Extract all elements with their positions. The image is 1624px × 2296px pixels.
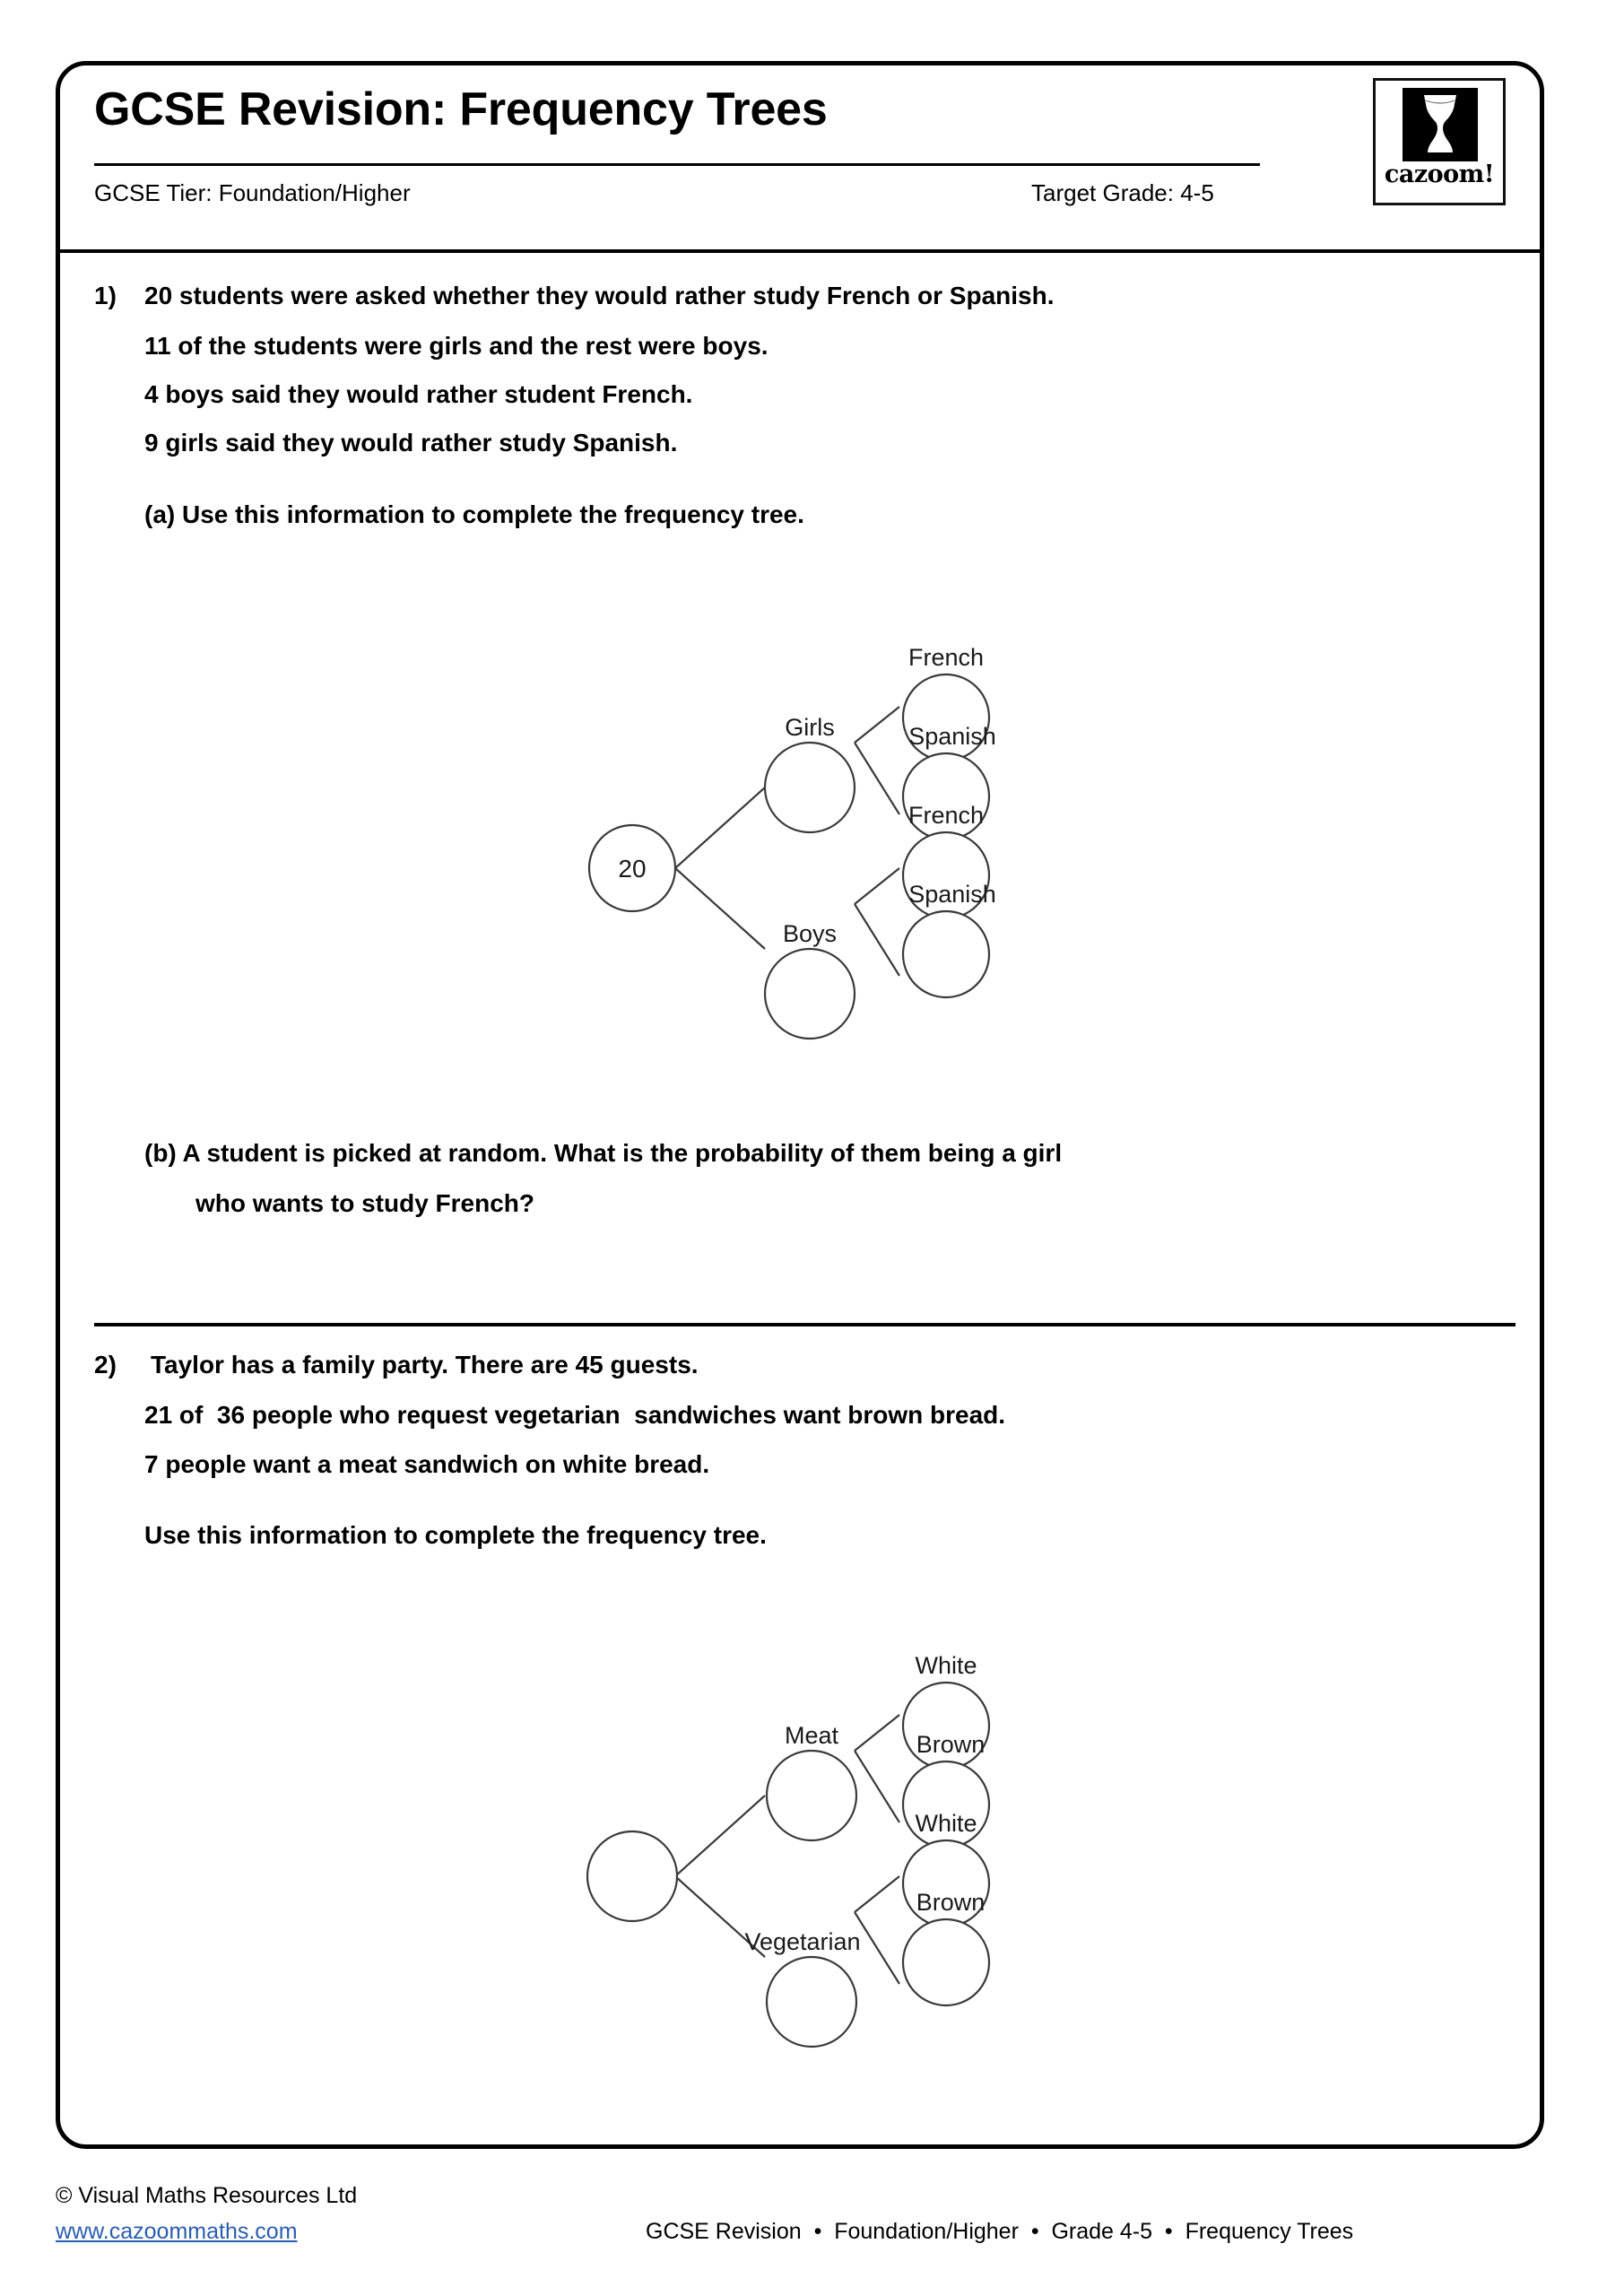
footer-meta-2: Foundation/Higher bbox=[834, 2219, 1019, 2244]
tree-1-leaf-label-3: French bbox=[908, 802, 985, 829]
tree-2-leaf-label-4: Brown bbox=[916, 1889, 986, 1916]
question-1-part-b-line-1: (b) A student is picked at random. What is the probability of them being a girl bbox=[144, 1139, 1063, 1167]
frequency-tree-2[interactable] bbox=[556, 1578, 1022, 2135]
footer-separator-1: • bbox=[801, 2219, 835, 2244]
question-2-line-3: 7 people want a meat sandwich on white bread. bbox=[144, 1450, 710, 1478]
tree-1-leaf-label-1: French bbox=[908, 644, 985, 671]
question-1-part-a: (a) Use this information to complete the frequency tree. bbox=[144, 500, 804, 528]
frequency-tree-1[interactable] bbox=[556, 574, 1022, 1112]
footer-meta-3: Grade 4-5 bbox=[1051, 2219, 1153, 2244]
footer-meta-4: Frequency Trees bbox=[1185, 2219, 1354, 2244]
footer-meta-1: GCSE Revision bbox=[646, 2219, 802, 2244]
tree-2-vegetarian-node[interactable] bbox=[767, 1957, 856, 2047]
logo-wordmark: cazoom! bbox=[1384, 161, 1495, 188]
footer-meta bbox=[646, 2219, 1353, 2245]
worksheet-header bbox=[94, 83, 1507, 235]
title-underline bbox=[94, 163, 1260, 166]
question-1-part-b-line-2: who wants to study French? bbox=[195, 1189, 535, 1217]
tree-1-root-value: 20 bbox=[618, 855, 647, 883]
question-1-number: 1) bbox=[94, 282, 117, 309]
question-1-line-4: 9 girls said they would rather study Spanish. bbox=[144, 429, 678, 457]
tree-1-girls-node[interactable] bbox=[765, 743, 855, 832]
question-1-line-2: 11 of the students were girls and the rest were boys. bbox=[144, 332, 769, 360]
footer-separator-3: • bbox=[1152, 2219, 1185, 2244]
question-1-line-1: 20 students were asked whether they would rather study French or Spanish. bbox=[144, 282, 1055, 309]
page-title: GCSE Revision: Frequency Trees bbox=[94, 83, 828, 135]
tree-1-branch-bottom-label: Boys bbox=[782, 920, 838, 947]
question-2-line-2: 21 of 36 people who request vegetarian sandwiches want brown bread. bbox=[144, 1401, 1006, 1429]
question-2-line-1: Taylor has a family party. There are 45 guests. bbox=[151, 1351, 699, 1378]
tier-label: GCSE Tier: Foundation/Higher bbox=[94, 179, 411, 206]
tree-2-branch-bottom-label: Vegetarian bbox=[744, 1928, 861, 1955]
question-divider bbox=[94, 1323, 1515, 1326]
header-divider bbox=[56, 249, 1544, 253]
question-1-line-3: 4 boys said they would rather student French. bbox=[144, 380, 693, 408]
tree-2-leaf-label-1: White bbox=[915, 1652, 977, 1679]
tree-2-branch-top-label: Meat bbox=[784, 1722, 839, 1749]
tree-2-root-node[interactable] bbox=[587, 1831, 677, 1921]
tree-2-meat-node[interactable] bbox=[767, 1751, 856, 1840]
footer-separator-2: • bbox=[1018, 2219, 1052, 2244]
target-grade-label: Target Grade: 4-5 bbox=[1031, 179, 1214, 206]
footer-website-link[interactable]: www.cazoommaths.com bbox=[56, 2219, 298, 2244]
tree-1-boys-node[interactable] bbox=[765, 949, 855, 1039]
tree-2-leaf-node-4[interactable] bbox=[903, 1919, 989, 2005]
question-2-instruction: Use this information to complete the frequency tree. bbox=[144, 1521, 767, 1549]
cazoom-logo bbox=[1373, 78, 1506, 205]
tree-2-leaf-label-3: White bbox=[915, 1810, 977, 1837]
tree-1-leaf-node-4[interactable] bbox=[903, 911, 989, 997]
tree-1-leaf-label-4: Spanish bbox=[908, 881, 996, 908]
footer-copyright: © Visual Maths Resources Ltd bbox=[56, 2183, 358, 2208]
tree-1-leaf-label-2: Spanish bbox=[908, 723, 996, 750]
vase-icon bbox=[1403, 88, 1478, 161]
question-2-number: 2) bbox=[94, 1351, 117, 1378]
tree-2-leaf-label-2: Brown bbox=[916, 1731, 986, 1758]
tree-1-branch-top-label: Girls bbox=[785, 714, 835, 741]
